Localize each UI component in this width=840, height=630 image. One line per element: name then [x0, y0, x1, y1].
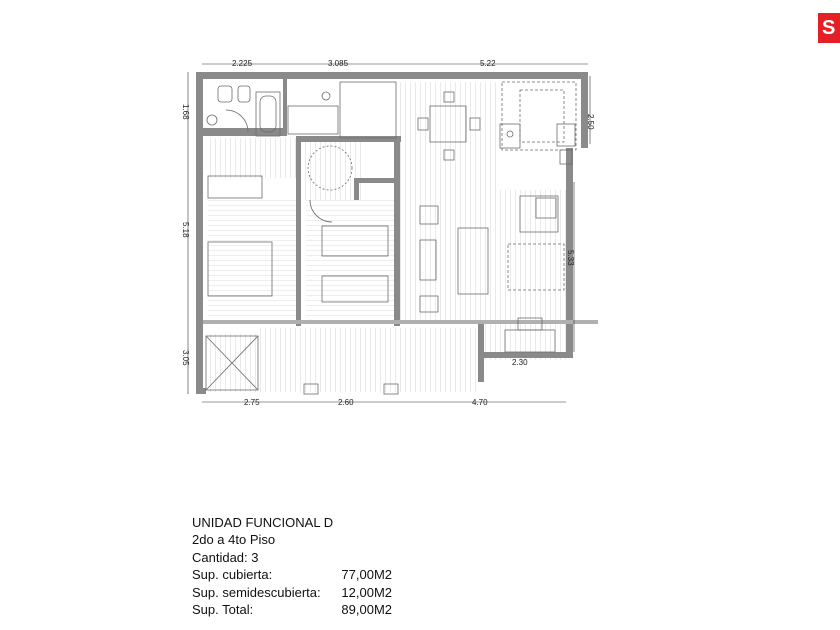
area-value: 77,00M2 [341, 567, 392, 583]
area-label: Sup. cubierta: [192, 567, 273, 583]
area-value: 89,00M2 [341, 602, 392, 618]
area-label: Sup. semidescubierta: [192, 584, 321, 600]
dimension-left-2: 5.18 [181, 222, 190, 238]
dimension-right-1: 2.50 [586, 114, 595, 130]
dimension-top-3: 5.22 [480, 59, 496, 68]
brand-logo-text: S [822, 16, 836, 39]
dimension-left-1: 1.68 [181, 104, 190, 120]
dimension-top-1: 2.225 [232, 59, 253, 68]
dimension-top-2: 3.085 [328, 59, 349, 68]
dimension-bottom-3: 4.70 [472, 398, 488, 407]
area-label: Sup. Total: [192, 602, 254, 618]
dimension-bottom-1: 2.75 [244, 398, 260, 407]
area-row [192, 601, 392, 618]
dimension-bottom-2: 2.60 [338, 398, 354, 407]
area-row [192, 584, 392, 601]
area-value: 12,00M2 [341, 584, 392, 600]
unit-quantity: Cantidad: 3 [192, 549, 259, 565]
unit-info [192, 514, 392, 618]
unit-floors: 2do a 4to Piso [192, 532, 276, 548]
dimension-right-2: 5.33 [566, 250, 575, 266]
unit-title: UNIDAD FUNCIONAL D [192, 515, 334, 530]
dimension-terrace: 2.30 [512, 358, 528, 367]
area-row [192, 566, 392, 583]
dimension-left-3: 3.05 [181, 350, 190, 366]
